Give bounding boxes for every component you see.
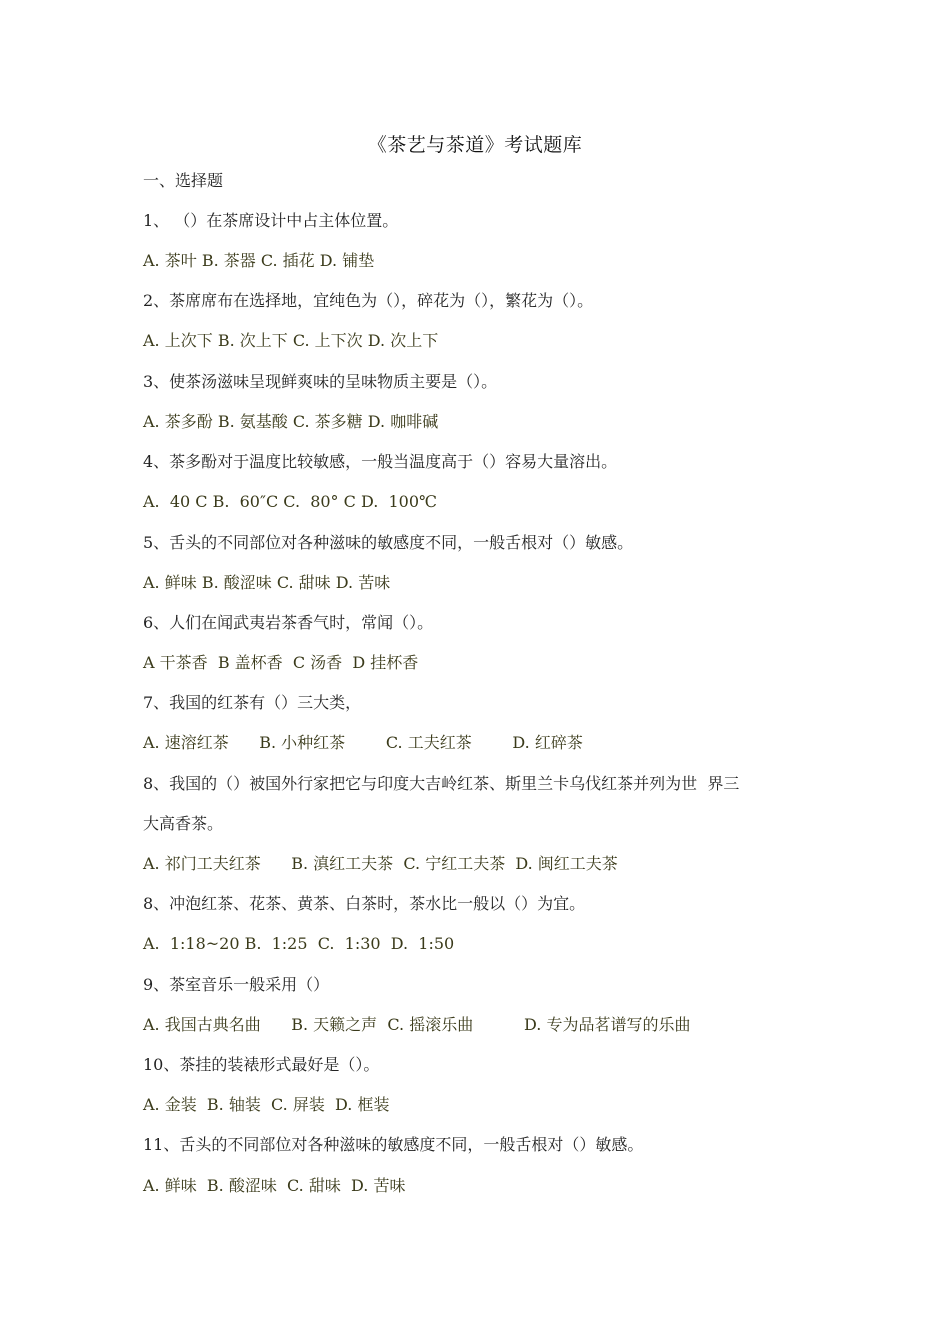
section-heading: 一、选择题 <box>143 171 224 190</box>
options-2: A. 上次下 B. 次上下 C. 上下次 D. 次上下 <box>143 331 439 350</box>
options-7: A. 速溶红茶 B. 小种红茶 C. 工夫红茶 D. 红碎茶 <box>143 733 583 752</box>
options-3: A. 茶多酚 B. 氨基酸 C. 茶多糖 D. 咖啡碱 <box>143 412 439 431</box>
question-11: 11、舌头的不同部位对各种滋味的敏感度不同，一般舌根对（）敏感。 <box>143 1135 644 1154</box>
question-10: 10、茶挂的装裱形式最好是（）。 <box>143 1055 380 1074</box>
question-3: 3、使茶汤滋味呈现鲜爽味的呈味物质主要是（）。 <box>143 372 498 391</box>
question-8: 8、我国的（）被国外行家把它与印度大吉岭红茶、斯里兰卡乌伐红茶并列为世 界三 <box>143 774 740 793</box>
question-2: 2、茶席席布在选择地，宜纯色为（），碎花为（），繁花为（）。 <box>143 291 594 310</box>
question-5: 5、舌头的不同部位对各种滋味的敏感度不同，一般舌根对（）敏感。 <box>143 533 634 552</box>
question-4: 4、茶多酚对于温度比较敏感，一般当温度高于（）容易大量溶出。 <box>143 452 618 471</box>
question-7: 7、我国的红茶有（）三大类， <box>143 693 362 712</box>
options-4: A. 40 C B. 60″C C. 80° C D. 100℃ <box>143 492 437 511</box>
question-8-continued: 大高香茶。 <box>143 814 224 833</box>
options-5: A. 鲜味 B. 酸涩味 C. 甜味 D. 苦味 <box>143 573 391 592</box>
question-9: 9、茶室音乐一般采用（） <box>143 975 330 994</box>
question-6: 6、人们在闻武夷岩茶香气时，常闻（）。 <box>143 613 434 632</box>
options-8b: A. 1:18~20 B. 1:25 C. 1:30 D. 1:50 <box>143 934 455 953</box>
options-10: A. 金装 B. 轴装 C. 屏装 D. 框装 <box>143 1095 390 1114</box>
question-8b: 8、冲泡红茶、花茶、黄茶、白茶时，茶水比一般以（）为宜。 <box>143 894 586 913</box>
options-6: A 干茶香 B 盖杯香 C 汤香 D 挂杯香 <box>143 653 419 672</box>
options-9: A. 我国古典名曲 B. 天籁之声 C. 摇滚乐曲 D. 专为品茗谱写的乐曲 <box>143 1015 691 1034</box>
options-8: A. 祁门工夫红茶 B. 滇红工夫茶 C. 宁红工夫茶 D. 闽红工夫茶 <box>143 854 618 873</box>
options-1: A. 茶叶 B. 茶器 C. 插花 D. 铺垫 <box>143 251 375 270</box>
options-11: A. 鲜味 B. 酸涩味 C. 甜味 D. 苦味 <box>143 1176 406 1195</box>
question-1: 1、 （）在茶席设计中占主体位置。 <box>143 211 399 230</box>
document-title: 《茶艺与茶道》考试题库 <box>367 134 583 156</box>
